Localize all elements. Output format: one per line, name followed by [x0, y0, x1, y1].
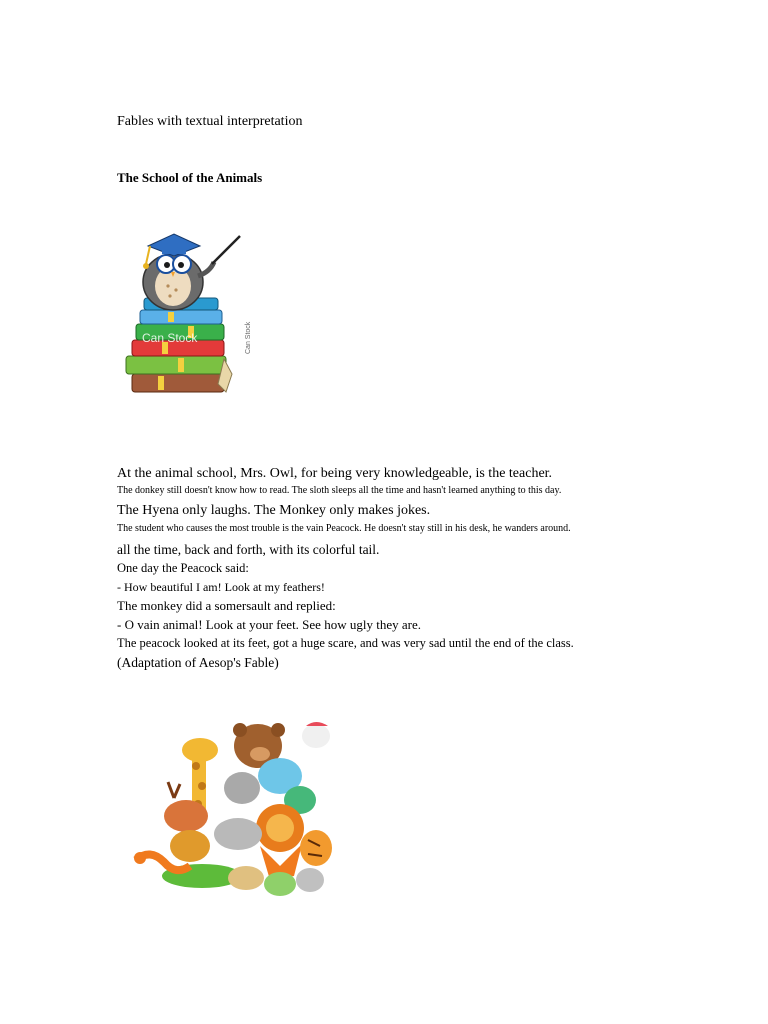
story-title: The School of the Animals: [117, 170, 263, 185]
animals-group: [134, 722, 332, 896]
owl: [143, 234, 240, 310]
story-line: The student who causes the most trouble is the vain Peacock. He doesn't stay still in his desk, he wanders around.: [117, 523, 571, 534]
story-line: At the animal school, Mrs. Owl, for being very knowledgeable, is the teacher.: [117, 466, 553, 481]
books-stack: [126, 298, 232, 392]
owl-teacher-on-books-icon: [118, 224, 258, 414]
story-line: - How beautiful I am! Look at my feathers!: [117, 580, 325, 594]
story-line: The monkey did a somersault and replied:: [117, 598, 336, 613]
story-line: all the time, back and forth, with its colorful tail.: [117, 542, 380, 557]
animal-crowd-icon: [130, 716, 334, 898]
story-line: The donkey still doesn't know how to read. The sloth sleeps all the time and hasn't learned anything to this day.: [117, 485, 562, 496]
story-line: - O vain animal! Look at your feet. See how ugly they are.: [117, 617, 421, 632]
watermark-side: Can Stock: [245, 321, 252, 354]
story-line: The Hyena only laughs. The Monkey only makes jokes.: [117, 503, 431, 518]
watermark-text: Can Stock: [142, 331, 198, 345]
story-line: The peacock looked at its feet, got a huge scare, and was very sad until the end of the class.: [117, 636, 574, 650]
document-title: Fables with textual interpretation: [117, 114, 303, 129]
story-line: One day the Peacock said:: [117, 561, 249, 575]
story-line: (Adaptation of Aesop's Fable): [117, 655, 279, 670]
